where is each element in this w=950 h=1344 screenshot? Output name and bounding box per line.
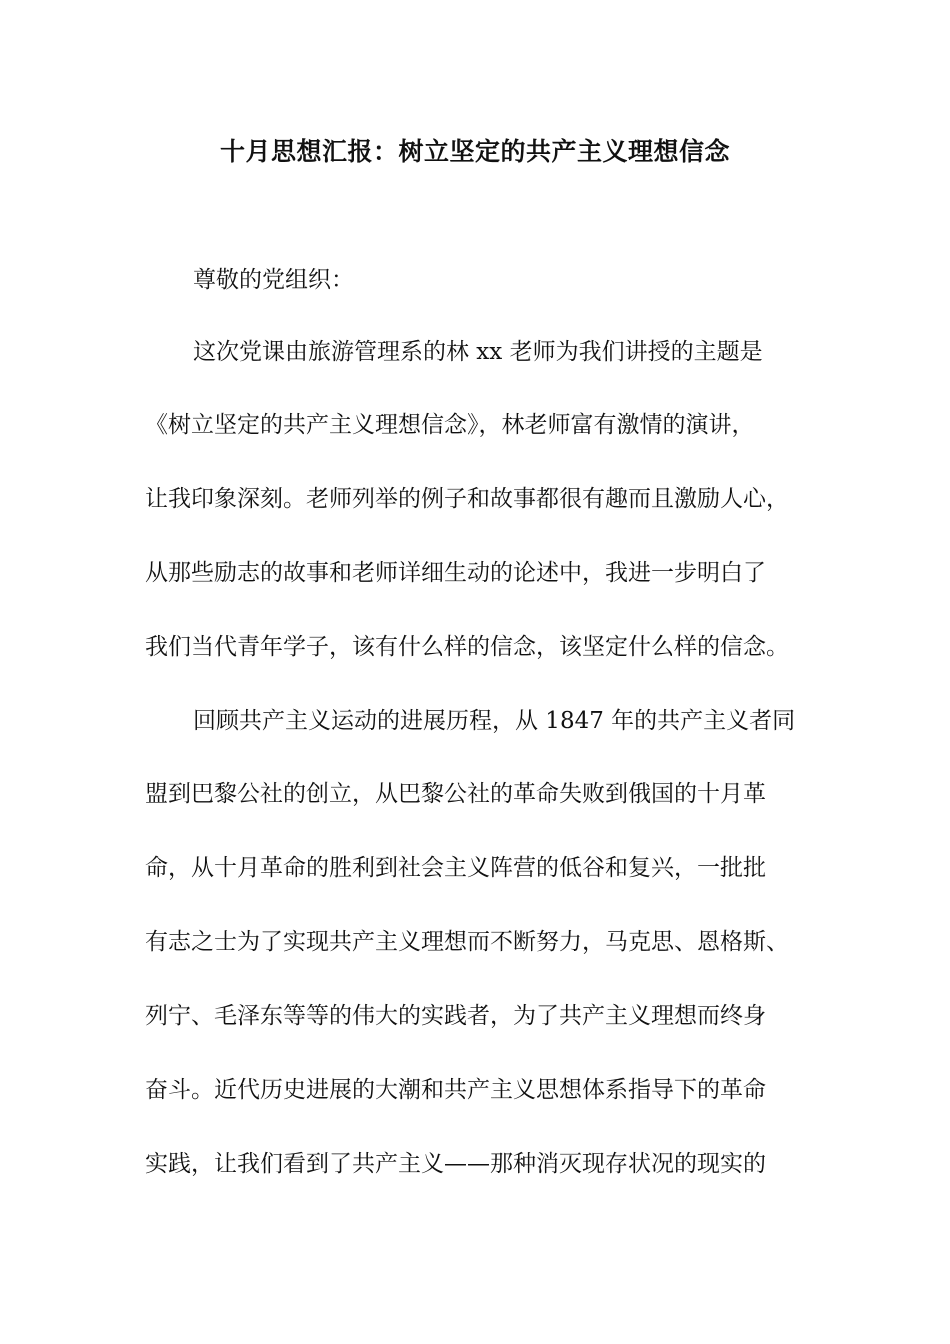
salutation: 尊敬的党组织： [193, 267, 354, 293]
paragraph-line: 盟到巴黎公社的创立，从巴黎公社的革命失败到俄国的十月革 [145, 781, 766, 807]
paragraph-line: 这次党课由旅游管理系的林 xx 老师为我们讲授的主题是 [193, 339, 763, 365]
paragraph-line: 我们当代青年学子，该有什么样的信念，该坚定什么样的信念。 [145, 634, 789, 660]
paragraph-line: 实践，让我们看到了共产主义——那种消灭现存状况的现实的 [145, 1151, 766, 1177]
document-title: 十月思想汇报：树立坚定的共产主义理想信念 [219, 137, 730, 166]
paragraph-line: 回顾共产主义运动的进展历程，从 1847 年的共产主义者同 [193, 708, 796, 734]
paragraph-line: 奋斗。近代历史进展的大潮和共产主义思想体系指导下的革命 [145, 1077, 766, 1103]
paragraph-line: 命，从十月革命的胜利到社会主义阵营的低谷和复兴，一批批 [145, 855, 766, 881]
paragraph-line: 让我印象深刻。老师列举的例子和故事都很有趣而且激励人心， [145, 486, 789, 512]
paragraph-line: 从那些励志的故事和老师详细生动的论述中，我进一步明白了 [145, 560, 766, 586]
paragraph-line: 有志之士为了实现共产主义理想而不断努力，马克思、恩格斯、 [145, 929, 789, 955]
paragraph-line: 列宁、毛泽东等等的伟大的实践者，为了共产主义理想而终身 [145, 1003, 766, 1029]
paragraph-line: 《树立坚定的共产主义理想信念》，林老师富有激情的演讲， [145, 412, 755, 438]
